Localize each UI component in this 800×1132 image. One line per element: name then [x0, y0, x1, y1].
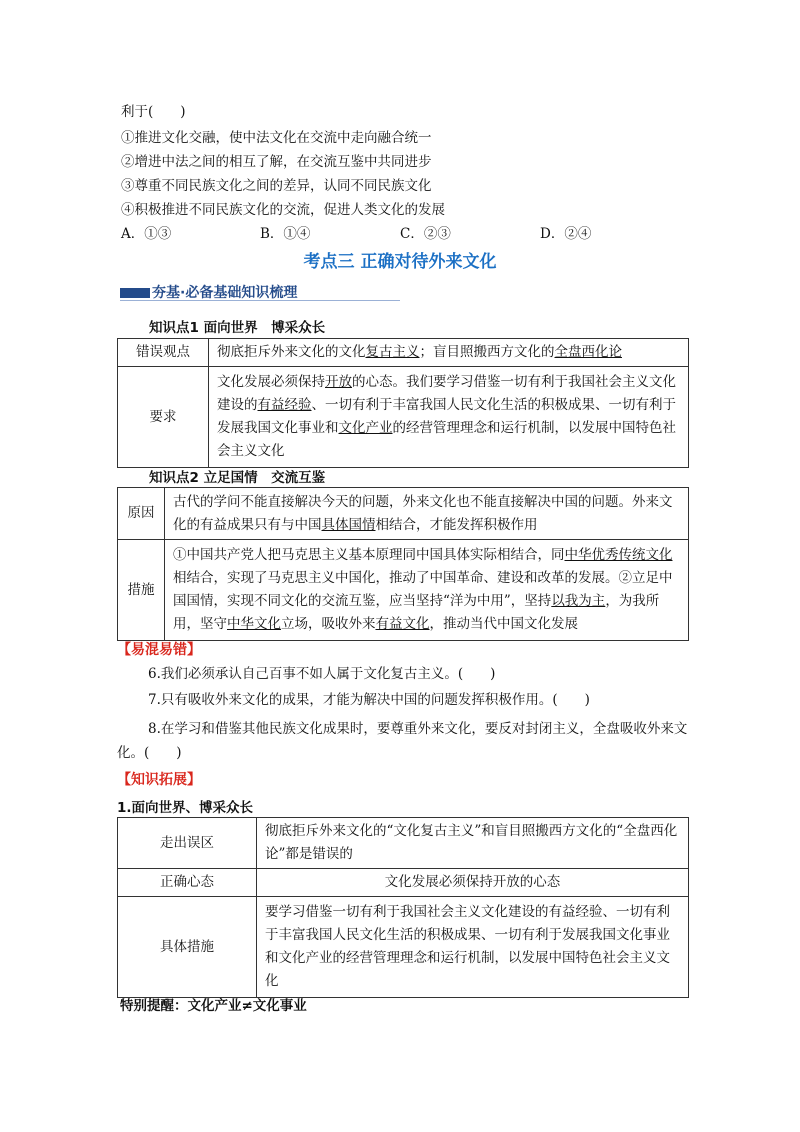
kp1-row2-content: 文化发展必须保持开放的心态。我们要学习借鉴一切有利于我国社会主义文化建设的有益经验、一切有利于丰富我国人民文化生活的积极成果、一切有利于发展我国文化事业和文化产业的经营管理理念和运行机制，以发展中国特色社会主义文化 [209, 367, 689, 468]
extension-heading: 【知识拓展】 [117, 772, 201, 788]
confusion-item-7: 7.只有吸收外来文化的成果，才能为解决中国的问题发挥积极作用。( ) [148, 692, 590, 708]
kp1-title: 知识点1 面向世界 博采众长 [149, 320, 326, 336]
extension-row1-label: 走出误区 [118, 818, 257, 869]
choice-c: C．②③ [400, 226, 451, 242]
extension-row3-content: 要学习借鉴一切有利于我国社会主义文化建设的有益经验、一切有利于丰富我国人民文化生活的积极成果、一切有利于发展我国文化事业和文化产业的经营管理理念和运行机制，以发展中国特色社会主义文化 [257, 897, 689, 998]
kp1-row1-label: 错误观点 [118, 339, 209, 367]
kp2-table [117, 487, 689, 641]
choice-a: A．①③ [121, 226, 172, 242]
confusion-item-6: 6.我们必须承认自己百事不如人属于文化复古主义。( ) [148, 666, 496, 682]
question-stem: 利于( ) [121, 104, 186, 120]
extension-table [117, 817, 689, 998]
option-2: ②增进中法之间的相互了解，在交流互鉴中共同进步 [121, 154, 432, 170]
extension-subtitle: 1.面向世界、博采众长 [117, 800, 254, 816]
confusion-heading: 【易混易错】 [117, 642, 201, 658]
choice-b: B．①④ [260, 226, 311, 242]
banner-title: 夯基·必备基础知识梳理 [152, 285, 298, 301]
option-1: ①推进文化交融，使中法文化在交流中走向融合统一 [121, 130, 432, 146]
banner-underline [120, 300, 400, 301]
kp2-title: 知识点2 立足国情 交流互鉴 [149, 470, 326, 486]
kp2-row2-content: ①中国共产党人把马克思主义基本原理同中国具体实际相结合，同中华优秀传统文化相结合，实现了马克思主义中国化，推动了中国革命、建设和改革的发展。②立足中国国情，实现不同文化的交流互鉴，应当坚持“洋为中用”，坚持以我为主，为我所用，坚守中华文化立场，吸收外来有益文化，推动当代中国文化发展 [165, 540, 689, 641]
confusion-item-8: 8.在学习和借鉴其他民族文化成果时，要尊重外来文化，要反对封闭主义，全盘吸收外来文化。( ) [117, 721, 688, 761]
kp2-row2-label: 措施 [118, 540, 165, 641]
section-title: 考点三 正确对待外来文化 [303, 252, 497, 272]
option-4: ④积极推进不同民族文化的交流，促进人类文化的发展 [121, 202, 445, 218]
extension-row2-label: 正确心态 [118, 869, 257, 897]
option-3: ③尊重不同民族文化之间的差异，认同不同民族文化 [121, 178, 432, 194]
choice-d: D．②④ [540, 226, 592, 242]
kp1-row2-label: 要求 [118, 367, 209, 468]
extension-row1-content: 彻底拒斥外来文化的“文化复古主义”和盲目照搬西方文化的“全盘西化论”都是错误的 [257, 818, 689, 869]
kp1-table [117, 338, 689, 468]
extension-row2-content: 文化发展必须保持开放的心态 [257, 869, 689, 897]
special-note: 特别提醒：文化产业≠文化事业 [120, 998, 307, 1014]
kp1-row1-content: 彻底拒斥外来文化的文化复古主义；盲目照搬西方文化的全盘西化论 [209, 339, 689, 367]
kp2-row1-label: 原因 [118, 488, 165, 540]
kp2-row1-content: 古代的学问不能直接解决今天的问题，外来文化也不能直接解决中国的问题。外来文化的有益成果只有与中国具体国情相结合，才能发挥积极作用 [165, 488, 689, 540]
banner-marker [120, 288, 150, 298]
extension-row3-label: 具体措施 [118, 897, 257, 998]
